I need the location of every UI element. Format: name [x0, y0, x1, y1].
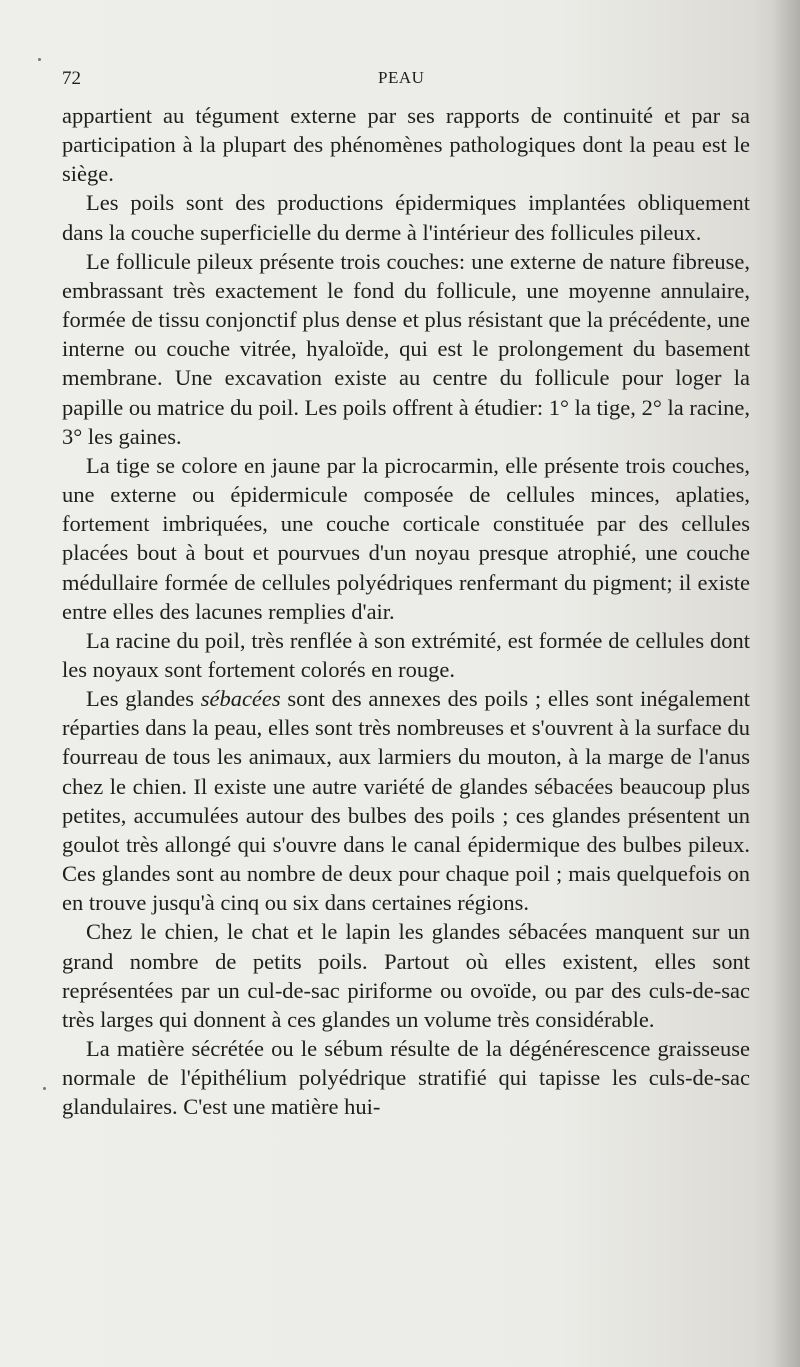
- paragraph-continuation: appartient au tégument externe par ses rapports de continuité et par sa participation à la plupart des phénomènes pathologiques dont la peau est le siège.: [62, 103, 750, 187]
- paragraph-glandes-sebacees: [62, 684, 750, 917]
- para6-after: sont des annexes des poils ; elles sont inégalement réparties dans la peau, elles sont très nombreuses et s'ouvrent à la surface du fourreau de tous les animaux, aux larmiers du mouton, à la marge de l'anus chez le chien. Il existe une autre variété de glandes sébacées beaucoup plus petites, accumulées autour des bulbes des poils ; ces glandes présentent un goulot très allongé qui s'ouvre dans le canal épidermique des bulbes pileux. Ces glandes sont au nombre de deux pour chaque poil ; mais quelquefois on en trouve jusqu'à cinq ou six dans certaines régions.: [62, 686, 750, 916]
- print-speck: [38, 58, 41, 61]
- paragraph-chien-chat-lapin: Chez le chien, le chat et le lapin les glandes sébacées manquent sur un grand nombre de petits poils. Partout où elles existent, elles sont représentées par un cul-de-sac piriforme ou ovoïde, ou par des culs-de-sac très larges qui donnent à ces glandes un volume très considérable.: [62, 919, 750, 1032]
- paragraph-sebum: La matière sécrétée ou le sébum résulte de la dégénérescence graisseuse normale de l'épithélium polyédrique stratifié qui tapisse les culs-de-sac glandulaires. C'est une matière hui-: [62, 1036, 750, 1120]
- page-header: [62, 68, 750, 96]
- body-text: [62, 101, 750, 1121]
- running-title: PEAU: [378, 68, 425, 87]
- italic-term-sebacees: sébacées: [200, 686, 281, 712]
- para6-before: Les glandes: [86, 686, 201, 712]
- print-speck: [43, 1087, 46, 1090]
- paragraph-follicule: Le follicule pileux présente trois couches: une externe de nature fibreuse, embrassant très exactement le fond du follicule, une moyenne annulaire, formée de tissu conjonctif plus dense et plus résistant que la précédente, une interne ou couche vitrée, hyaloïde, qui est le prolongement du basement membrane. Une excavation existe au centre du follicule pour loger la papille ou matrice du poil. Les poils offrent à étudier: 1° la tige, 2° la racine, 3° les gaines.: [62, 248, 750, 449]
- paragraph-tige: La tige se colore en jaune par la picrocarmin, elle présente trois couches, une externe ou épidermicule composée de cellules minces, aplaties, fortement imbriquées, une couche corticale constituée par des cellules placées bout à bout et pourvues d'un noyau presque atrophié, une couche médullaire formée de cellules polyédriques renfermant du pigment; il existe entre elles des lacunes remplies d'air.: [62, 452, 750, 624]
- paragraph-poils: Les poils sont des productions épidermiques implantées obliquement dans la couche superficielle du derme à l'intérieur des follicules pileux.: [62, 190, 750, 245]
- paragraph-racine: La racine du poil, très renflée à son extrémité, est formée de cellules dont les noyaux sont fortement colorés en rouge.: [62, 627, 750, 682]
- page-edge-shadow: [772, 0, 800, 1367]
- page-number: 72: [62, 68, 81, 89]
